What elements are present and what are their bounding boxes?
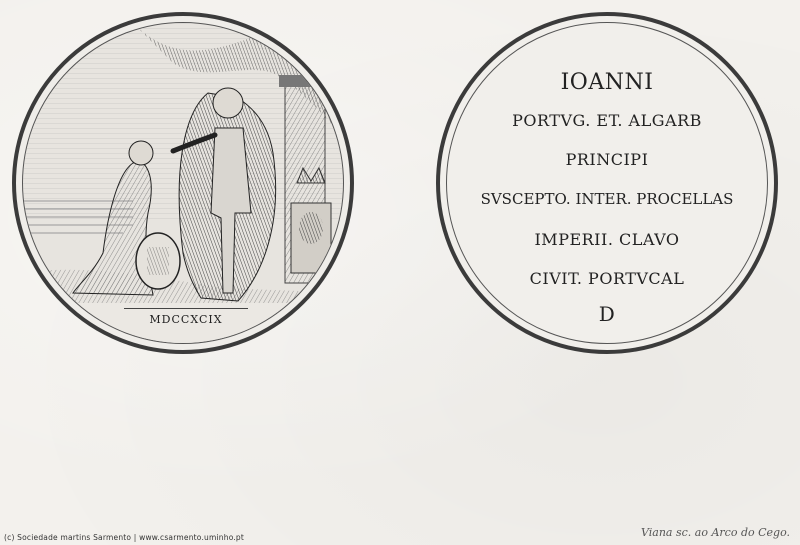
legend-line-1: IOANNI bbox=[560, 70, 654, 95]
kneeling-head bbox=[129, 141, 153, 165]
legend-line-5: IMPERII. CLAVO bbox=[534, 230, 680, 249]
obverse-field bbox=[22, 22, 344, 344]
obverse-engraving bbox=[23, 23, 344, 344]
obverse-medal bbox=[12, 12, 354, 354]
prince-head bbox=[213, 88, 243, 118]
shield-inner bbox=[147, 247, 169, 275]
legend-line-6: CIVIT. PORTVCAL bbox=[529, 269, 685, 288]
legend-line-4: SVSCEPTO. INTER. PROCELLAS bbox=[480, 190, 734, 208]
legend-line-2: PORTVG. ET. ALGARB bbox=[512, 111, 702, 130]
obverse-date: MDCCXCIX bbox=[124, 308, 248, 331]
column-capital bbox=[279, 75, 331, 87]
copyright-credit: (c) Sociedade martins Sarmento | www.csarmento.uminho.pt bbox=[4, 533, 245, 542]
legend-line-3: PRINCIPI bbox=[565, 150, 649, 169]
legend-line-7: D bbox=[598, 302, 616, 326]
reverse-medal bbox=[436, 12, 778, 354]
engraver-signature: Viana sc. ao Arco do Cego. bbox=[641, 526, 790, 539]
pedestal-arms bbox=[299, 212, 323, 244]
